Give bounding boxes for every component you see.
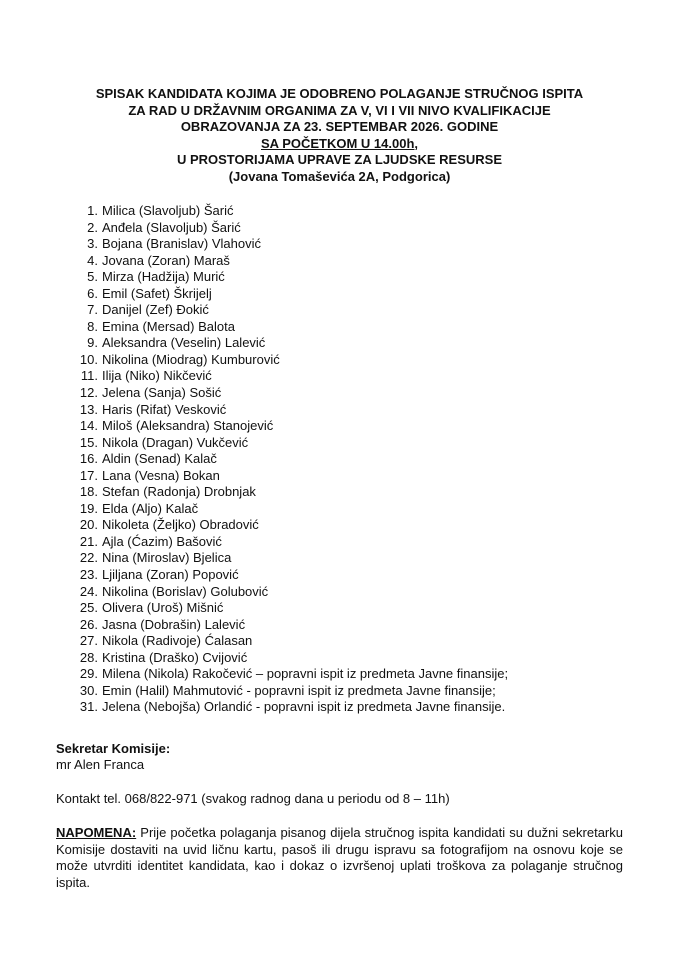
list-item <box>74 650 508 667</box>
list-item-number: 27. <box>79 633 98 649</box>
list-item <box>74 550 508 567</box>
list-item-name: Aldin (Senad) Kalač <box>102 451 217 467</box>
list-item-number: 1. <box>87 203 98 218</box>
list-item <box>74 451 508 468</box>
list-item-number: 26. <box>79 616 98 632</box>
contact-line: Kontakt tel. 068/822-971 (svakog radnog dana u periodu od 8 – 11h) <box>56 791 450 806</box>
list-item <box>74 335 508 352</box>
list-item-name: Emil (Safet) Škrijelj <box>102 285 212 301</box>
list-item <box>74 468 508 485</box>
list-item-name: Ljiljana (Zoran) Popović <box>102 567 239 583</box>
list-item-number: 17. <box>79 467 98 483</box>
list-item-number: 5. <box>87 269 98 285</box>
list-item-name: Elda (Aljo) Kalač <box>102 500 199 516</box>
list-item-name: Aleksandra (Veselin) Lalević <box>102 335 266 351</box>
title-line-start-time: SA POČETKOM U 14.00h, <box>261 135 418 151</box>
list-item <box>74 418 508 435</box>
list-item-name: Jasna (Dobrašin) Lalević <box>102 616 246 632</box>
list-item-name: Ajla (Ćazim) Bašović <box>102 533 222 549</box>
secretary-name: mr Alen Franca <box>56 757 145 772</box>
list-item-number: 18. <box>79 484 98 500</box>
list-item-number: 2. <box>87 219 98 235</box>
list-item-name: Bojana (Branislav) Vlahović <box>102 236 261 252</box>
list-item-name: Olivera (Uroš) Mišnić <box>102 600 224 616</box>
list-item-name: Danijel (Zef) Đokić <box>102 302 209 318</box>
list-item <box>74 253 508 270</box>
list-item-number: 20. <box>79 517 98 533</box>
list-item <box>74 402 508 419</box>
title-line: ZA RAD U DRŽAVNIM ORGANIMA ZA V, VI I VII NIVO KVALIFIKACIJE <box>128 102 551 118</box>
list-item-number: 24. <box>79 583 98 599</box>
list-item <box>74 584 508 601</box>
list-item-number: 28. <box>79 649 98 665</box>
list-item-number: 7. <box>87 302 98 318</box>
list-item-number: 12. <box>79 385 98 401</box>
list-item-number: 8. <box>87 318 98 334</box>
list-item-name: Nikola (Dragan) Vukčević <box>102 434 249 450</box>
list-item-number: 25. <box>79 600 98 616</box>
list-item-name: Nina (Miroslav) Bjelica <box>102 550 232 566</box>
list-item-number: 14. <box>79 418 98 434</box>
list-item-name: Nikolina (Borislav) Golubović <box>102 583 269 599</box>
list-item <box>74 319 508 336</box>
list-item <box>74 683 508 700</box>
list-item <box>74 666 508 683</box>
list-item-number: 3. <box>87 236 98 252</box>
list-item-number: 6. <box>87 285 98 301</box>
list-item-name: Lana (Vesna) Bokan <box>102 467 220 483</box>
list-item-name: Haris (Rifat) Vesković <box>102 401 227 417</box>
list-item <box>74 302 508 319</box>
list-item <box>74 567 508 584</box>
secretary-heading: Sekretar Komisije: <box>56 741 171 756</box>
list-item-number: 21. <box>79 533 98 549</box>
list-item-name: Jelena (Nebojša) Orlandić - popravni ispit iz predmeta Javne finansije. <box>102 699 506 715</box>
list-item-number: 9. <box>87 335 98 351</box>
list-item-number: 4. <box>87 252 98 268</box>
list-item <box>74 352 508 369</box>
list-item-name: Milena (Nikola) Rakočević – popravni ispit iz predmeta Javne finansije; <box>102 666 509 682</box>
list-item-number: 30. <box>79 682 98 698</box>
list-item <box>74 236 508 253</box>
list-item-number: 11. <box>80 368 98 384</box>
list-item <box>74 633 508 650</box>
list-item <box>74 484 508 501</box>
list-item <box>74 617 508 634</box>
list-item-name: Nikolina (Miodrag) Kumburović <box>102 351 280 367</box>
list-item-name: Anđela (Slavoljub) Šarić <box>102 219 241 235</box>
candidate-list <box>74 203 508 716</box>
note-text: Prije početka polaganja pisanog dijela stručnog ispita kandidati su dužni sekretarku Komisije dostaviti na uvid ličnu kartu, pasoš ili drugu ispravu sa fotografijom na osnovu koje se može utvrditi identitet kandidata, kao i dokaz o izvršenoj uplati troškova za polaganje stručnog ispita. <box>56 825 623 890</box>
list-item-name: Miloš (Aleksandra) Stanojević <box>102 418 274 434</box>
title-line: OBRAZOVANJA ZA 23. SEPTEMBAR 2026. GODINE <box>180 119 499 134</box>
list-item-name: Stefan (Radonja) Drobnjak <box>102 484 256 500</box>
list-item-number: 15. <box>79 434 98 450</box>
list-item-name: Milica (Slavoljub) Šarić <box>102 203 234 218</box>
list-item-number: 31. <box>79 699 98 715</box>
list-item-number: 29. <box>79 666 98 682</box>
list-item-name: Mirza (Hadžija) Murić <box>102 269 225 285</box>
note-paragraph <box>56 825 623 891</box>
list-item-name: Emin (Halil) Mahmutović - popravni ispit iz predmeta Javne finansije; <box>102 682 496 698</box>
list-item-name: Nikoleta (Željko) Obradović <box>102 517 259 533</box>
list-item <box>74 368 508 385</box>
list-item-number: 10. <box>79 351 98 367</box>
list-item <box>74 220 508 237</box>
list-item <box>74 600 508 617</box>
list-item-number: 19. <box>79 500 98 516</box>
list-item-name: Nikola (Radivoje) Ćalasan <box>102 633 253 649</box>
list-item <box>74 517 508 534</box>
list-item-number: 16. <box>79 451 98 467</box>
list-item <box>74 269 508 286</box>
document-title <box>40 86 639 185</box>
list-item <box>74 534 508 551</box>
list-item-number: 13. <box>79 401 98 417</box>
list-item-name: Emina (Mersad) Balota <box>102 318 235 334</box>
title-line: SPISAK KANDIDATA KOJIMA JE ODOBRENO POLAGANJE STRUČNOG ISPITA <box>95 86 584 101</box>
title-line-address: (Jovana Tomaševića 2A, Podgorica) <box>228 168 451 184</box>
list-item-name: Jovana (Zoran) Maraš <box>102 252 230 268</box>
list-item <box>74 435 508 452</box>
list-item <box>74 203 508 220</box>
list-item-name: Kristina (Draško) Cvijović <box>102 649 248 665</box>
list-item-number: 22. <box>79 550 98 566</box>
list-item-name: Ilija (Niko) Nikčević <box>102 368 212 384</box>
list-item-number: 23. <box>79 567 98 583</box>
list-item-name: Jelena (Sanja) Sošić <box>102 385 222 401</box>
title-line: U PROSTORIJAMA UPRAVE ZA LJUDSKE RESURSE <box>176 152 503 167</box>
list-item <box>74 699 508 716</box>
list-item <box>74 385 508 402</box>
note-label: NAPOMENA: <box>56 825 137 840</box>
list-item <box>74 501 508 518</box>
list-item <box>74 286 508 303</box>
